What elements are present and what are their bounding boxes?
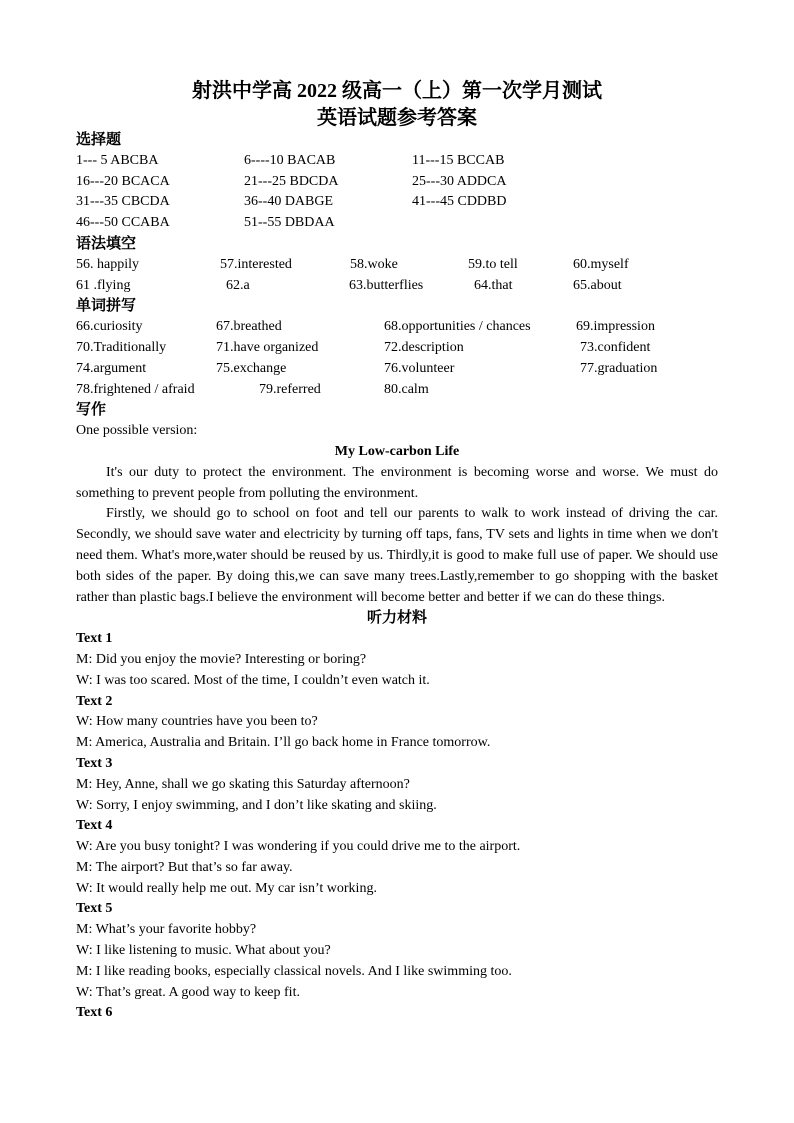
choice-cell: 16---20 BCACA (76, 173, 170, 189)
dialogue-line: M: I like reading books, especially classical novels. And I like swimming too. (76, 963, 512, 979)
spelling-cell: 70.Traditionally (76, 339, 167, 355)
spelling-cell: 78.frightened / afraid (76, 381, 195, 397)
choice-cell: 1--- 5 ABCBA (76, 152, 159, 168)
choice-row (76, 151, 718, 172)
spelling-cell: 69.impression (576, 319, 655, 335)
dialogue-line: W: How many countries have you been to? (76, 714, 318, 730)
listening-heading: 听力材料 (366, 610, 427, 627)
spelling-row (76, 380, 718, 401)
choice-cell: 6----10 BACAB (244, 152, 336, 168)
text-label: Text 2 (76, 693, 113, 709)
choice-row (76, 172, 718, 193)
grammar-cell: 59.to tell (468, 256, 518, 272)
grammar-heading: 语法填空 (76, 235, 137, 252)
grammar-cell: 61 .flying (76, 277, 131, 293)
text-label: Text 5 (76, 901, 113, 917)
dialogue-line: W: I like listening to music. What about you? (76, 943, 331, 959)
spelling-cell: 77.graduation (580, 360, 658, 376)
dialogue-line: W: That’s great. A good way to keep fit. (76, 984, 300, 1000)
answer-content (76, 130, 718, 1024)
spelling-cell: 67.breathed (216, 319, 282, 335)
grammar-row (76, 255, 718, 276)
choice-cell: 25---30 ADDCA (412, 173, 507, 189)
choice-heading: 选择题 (76, 132, 122, 148)
dialogue-line: M: Did you enjoy the movie? Interesting or boring? (76, 651, 367, 667)
spelling-row (76, 317, 718, 338)
grammar-cell: 60.myself (573, 256, 629, 272)
writing-intro: One possible version: (76, 423, 198, 439)
document-subtitle: 英语试题参考答案 (317, 107, 477, 129)
text-label: Text 6 (76, 1005, 113, 1021)
dialogue-line: W: I was too scared. Most of the time, I couldn’t even watch it. (76, 672, 430, 688)
spelling-cell: 73.confident (580, 339, 651, 355)
essay-paragraph: It's our duty to protect the environment. The environment is becoming worse and worse. We must do something to prevent people from polluting the environment. (76, 464, 718, 501)
dialogue-line: M: The airport? But that’s so far away. (76, 859, 293, 875)
grammar-cell: 58.woke (350, 256, 398, 272)
spelling-cell: 76.volunteer (384, 360, 455, 376)
grammar-row (76, 276, 718, 297)
choice-cell: 21---25 BDCDA (244, 173, 339, 189)
spelling-cell: 80.calm (384, 381, 429, 397)
dialogue-line: W: Are you busy tonight? I was wondering if you could drive me to the airport. (76, 839, 521, 855)
spelling-cell: 74.argument (76, 360, 147, 376)
dialogue-line: M: America, Australia and Britain. I’ll go back home in France tomorrow. (76, 735, 491, 751)
essay-title: My Low-carbon Life (334, 443, 460, 459)
grammar-cell: 64.that (474, 277, 513, 293)
choice-cell: 31---35 CBCDA (76, 194, 170, 210)
grammar-cell: 63.butterflies (349, 277, 424, 293)
choice-row (76, 192, 718, 213)
grammar-cell: 56. happily (76, 256, 139, 272)
choice-cell: 51--55 DBDAA (244, 215, 335, 231)
dialogue-line: W: It would really help me out. My car isn’t working. (76, 880, 377, 896)
spelling-cell: 72.description (384, 339, 464, 355)
spelling-cell: 75.exchange (216, 360, 287, 376)
spelling-cell: 66.curiosity (76, 319, 143, 335)
grammar-cell: 65.about (573, 277, 622, 293)
choice-cell: 36--40 DABGE (244, 194, 334, 210)
choice-cell: 41---45 CDDBD (412, 194, 507, 210)
spelling-heading: 单词拼写 (76, 298, 137, 315)
spelling-row (76, 338, 718, 359)
grammar-cell: 62.a (226, 277, 250, 293)
text-label: Text 3 (76, 755, 113, 771)
essay-paragraph: Firstly, we should go to school on foot and tell our parents to walk to work instead of driving the car. Secondly, we should save water and electricity by turning off taps, fans, TV sets and lights in time when we don't need them. What's more,water should be reused by us. Thirdly,it is good to make full use of paper. We should use both sides of the paper. By doing this,we can save many trees.Lastly,remember to go shopping with the basket rather than plastic bags.I believe the environment will become better and better if we can do these things. (76, 506, 718, 605)
text-label: Text 1 (76, 631, 113, 647)
grammar-cell: 57.interested (220, 256, 292, 272)
spelling-cell: 79.referred (259, 381, 321, 397)
dialogue-line: M: What’s your favorite hobby? (76, 922, 257, 938)
writing-heading: 写作 (76, 402, 107, 419)
document-title: 射洪中学高 2022 级高一（上）第一次学月测试 (192, 80, 602, 102)
choice-cell: 11---15 BCCAB (412, 152, 505, 168)
spelling-cell: 68.opportunities / chances (384, 319, 531, 335)
spelling-row (76, 359, 718, 380)
dialogue-line: W: Sorry, I enjoy swimming, and I don’t like skating and skiing. (76, 797, 437, 813)
choice-cell: 46---50 CCABA (76, 215, 170, 231)
spelling-cell: 71.have organized (216, 339, 319, 355)
dialogue-line: M: Hey, Anne, shall we go skating this Saturday afternoon? (76, 776, 410, 792)
text-label: Text 4 (76, 818, 113, 834)
choice-row (76, 213, 718, 234)
